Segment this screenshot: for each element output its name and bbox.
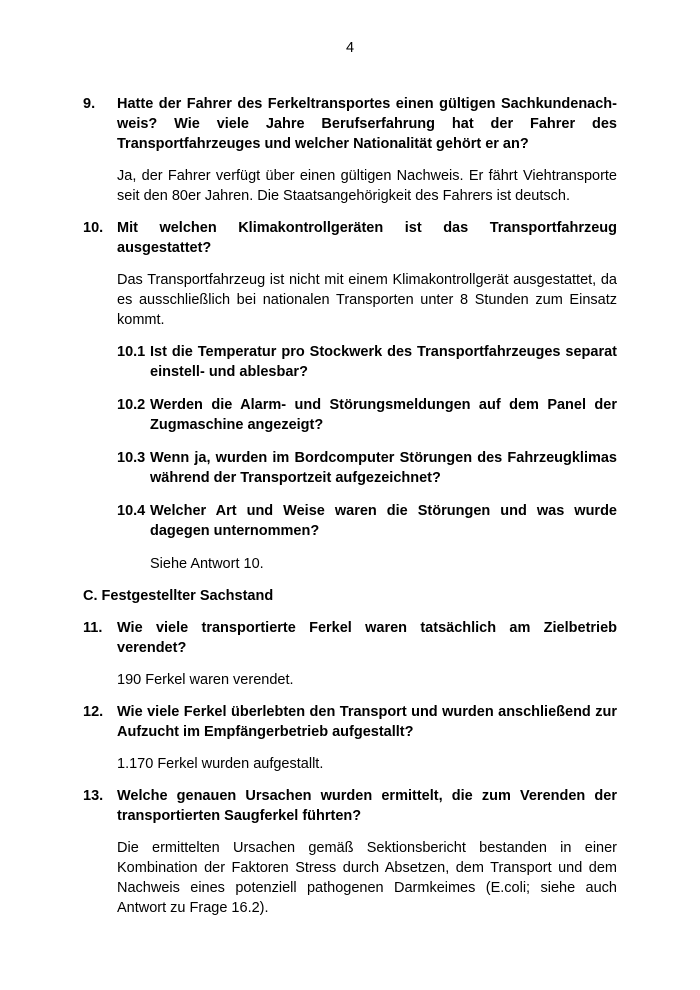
answer-13: Die ermittelten Ursachen gemäß Sektionsbericht bestanden in einer Kombination der Faktoren Stress durch Absetzen, dem Transport und dem Nachweis eines potenziell pathogenen Darmkeimes (E.coli; siehe auch Antwort zu Frage 16.2). xyxy=(117,840,617,916)
answer-10: Das Transportfahrzeug ist nicht mit einem Klimakontrollgerät ausgestattet, da es ausschließlich bei nationalen Transporten unter 8 Stunden zum Einsatz kommt. xyxy=(117,272,617,328)
question-10 xyxy=(83,218,617,258)
question-10-4 xyxy=(117,501,617,541)
question-9 xyxy=(83,94,617,154)
question-number: 10.1 xyxy=(117,344,146,360)
answer-9: Ja, der Fahrer verfügt über einen gültigen Nachweis. Er fährt Viehtransporte seit den 80er Jahren. Die Staatsangehörigkeit des Fahrers ist deutsch. xyxy=(117,168,617,204)
question-number: 13. xyxy=(83,788,104,804)
question-text: Welche genauen Ursachen wurden ermittelt, die zum Verenden der transportierten Saugferkel führten? xyxy=(117,788,617,824)
question-number: 9. xyxy=(83,96,96,112)
section-heading: C. Festgestellter Sachstand xyxy=(83,588,274,604)
question-text: Wie viele Ferkel überlebten den Transport und wurden anschließend zur Aufzucht im Empfängerbetrieb aufgestallt? xyxy=(117,704,617,740)
answer-12: 1.170 Ferkel wurden aufgestallt. xyxy=(117,756,324,772)
question-13 xyxy=(83,786,617,826)
question-number: 10. xyxy=(83,220,104,236)
question-text: Welcher Art und Weise waren die Störungen und was wurde dagegen unternommen? xyxy=(150,503,617,539)
question-text: Mit welchen Klimakontrollgeräten ist das Transportfahrzeug ausgestattet? xyxy=(117,220,617,256)
document-body xyxy=(83,94,617,930)
question-number: 11. xyxy=(83,620,103,636)
question-11 xyxy=(83,618,617,658)
question-number: 10.4 xyxy=(117,503,146,519)
question-text: Ist die Temperatur pro Stockwerk des Transportfahrzeuges separat einstell- und ablesbar? xyxy=(150,344,617,380)
question-text: Wie viele transportierte Ferkel waren tatsächlich am Zielbetrieb verendet? xyxy=(117,620,617,656)
question-number: 10.2 xyxy=(117,397,146,413)
question-text: Werden die Alarm- und Störungsmeldungen auf dem Panel der Zugmaschine angezeigt? xyxy=(150,397,617,433)
question-10-2 xyxy=(117,395,617,435)
question-10-3 xyxy=(117,448,617,488)
answer-10-4: Siehe Antwort 10. xyxy=(150,556,264,572)
page-number: 4 xyxy=(345,40,355,56)
question-text: Hatte der Fahrer des Ferkeltransportes einen gültigen Sachkundenachweis? Wie viele Jahre Berufserfahrung hat der Fahrer des Transportfahrzeuges und welcher Nationalität gehört er an? xyxy=(117,96,617,152)
question-10-1 xyxy=(117,342,617,382)
answer-11: 190 Ferkel waren verendet. xyxy=(117,672,294,688)
question-number: 10.3 xyxy=(117,450,146,466)
question-text: Wenn ja, wurden im Bordcomputer Störungen des Fahrzeugklimas während der Transportzeit aufgezeichnet? xyxy=(150,450,617,486)
question-12 xyxy=(83,702,617,742)
question-number: 12. xyxy=(83,704,104,720)
